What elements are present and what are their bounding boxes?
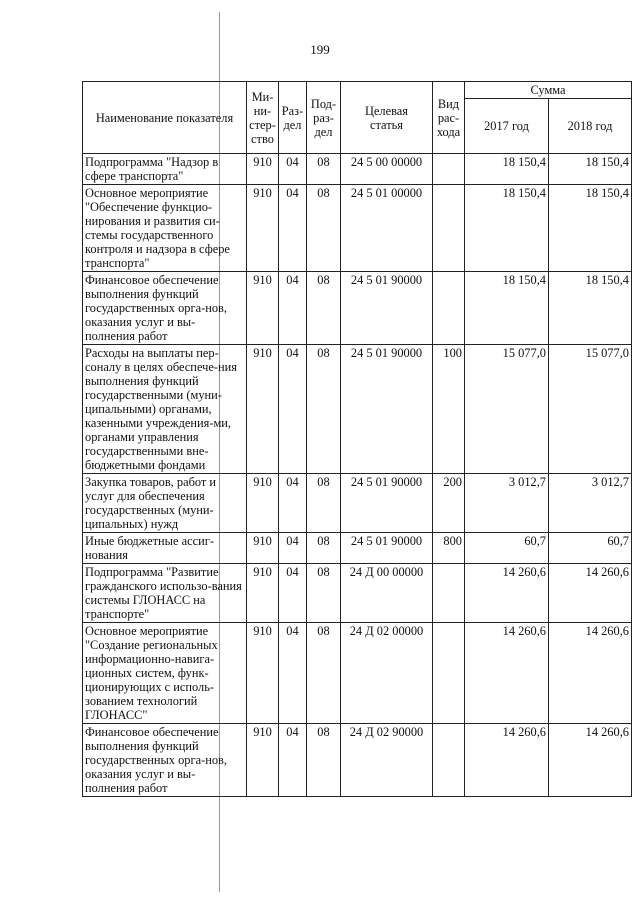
- row-2017: 60,7: [465, 533, 549, 564]
- row-ministry: 910: [247, 345, 279, 474]
- row-section: 04: [279, 154, 307, 185]
- row-2017: 15 077,0: [465, 345, 549, 474]
- row-expense-type: [433, 154, 465, 185]
- row-expense-type: 200: [433, 474, 465, 533]
- header-ministry: Ми- ни- стер- ство: [247, 82, 279, 154]
- row-name: Финансовое обеспечение выполнения функций государственных орга-нов, оказания услуг и вы-полнения работ: [83, 724, 247, 797]
- table-body: [83, 154, 632, 797]
- row-name: Подпрограмма "Надзор в сфере транспорта": [83, 154, 247, 185]
- row-expense-type: 800: [433, 533, 465, 564]
- row-target: 24 Д 02 90000: [341, 724, 433, 797]
- row-section: 04: [279, 345, 307, 474]
- table-row: [83, 185, 632, 272]
- row-ministry: 910: [247, 533, 279, 564]
- row-2017: 14 260,6: [465, 623, 549, 724]
- header-2018: 2018 год: [549, 99, 632, 154]
- row-section: 04: [279, 623, 307, 724]
- row-subsection: 08: [307, 533, 341, 564]
- row-name: Основное мероприятие "Создание региональных информационно-навига-ционных систем, функ-ционирующих с исполь-зованием технологий ГЛОНАСС": [83, 623, 247, 724]
- row-2017: 14 260,6: [465, 724, 549, 797]
- row-section: 04: [279, 564, 307, 623]
- row-2017: 18 150,4: [465, 272, 549, 345]
- row-2018: 14 260,6: [549, 564, 632, 623]
- row-subsection: 08: [307, 154, 341, 185]
- row-subsection: 08: [307, 185, 341, 272]
- row-target: 24 5 00 00000: [341, 154, 433, 185]
- row-expense-type: [433, 623, 465, 724]
- row-name: Иные бюджетные ассиг-нования: [83, 533, 247, 564]
- table-row: [83, 272, 632, 345]
- table-row: [83, 474, 632, 533]
- row-target: 24 5 01 00000: [341, 185, 433, 272]
- header-section: Раз- дел: [279, 82, 307, 154]
- header-target: Целевая статья: [341, 82, 433, 154]
- row-ministry: 910: [247, 272, 279, 345]
- row-2018: 15 077,0: [549, 345, 632, 474]
- row-section: 04: [279, 724, 307, 797]
- row-expense-type: [433, 185, 465, 272]
- row-2018: 3 012,7: [549, 474, 632, 533]
- row-section: 04: [279, 474, 307, 533]
- row-subsection: 08: [307, 474, 341, 533]
- row-expense-type: [433, 724, 465, 797]
- row-section: 04: [279, 533, 307, 564]
- header-name: Наименование показателя: [83, 82, 247, 154]
- budget-table: [82, 81, 632, 797]
- row-name: Закупка товаров, работ и услуг для обеспечения государственных (муни-ципальных) нужд: [83, 474, 247, 533]
- row-name: Финансовое обеспечение выполнения функций государственных орга-нов, оказания услуг и вы-полнения работ: [83, 272, 247, 345]
- row-target: 24 Д 02 00000: [341, 623, 433, 724]
- row-ministry: 910: [247, 724, 279, 797]
- row-target: 24 5 01 90000: [341, 345, 433, 474]
- row-name: Основное мероприятие "Обеспечение функцио-нирования и развития си-стемы государственного контроля и надзора в сфере транспорта": [83, 185, 247, 272]
- header-expense-type: Вид рас- хода: [433, 82, 465, 154]
- row-2017: 3 012,7: [465, 474, 549, 533]
- row-target: 24 Д 00 00000: [341, 564, 433, 623]
- row-ministry: 910: [247, 564, 279, 623]
- row-section: 04: [279, 185, 307, 272]
- row-ministry: 910: [247, 474, 279, 533]
- row-expense-type: 100: [433, 345, 465, 474]
- header-sum: Сумма: [465, 82, 632, 99]
- row-subsection: 08: [307, 345, 341, 474]
- row-expense-type: [433, 272, 465, 345]
- table-row: [83, 724, 632, 797]
- row-2018: 18 150,4: [549, 154, 632, 185]
- row-ministry: 910: [247, 185, 279, 272]
- page-number: 199: [310, 42, 330, 57]
- table-row: [83, 623, 632, 724]
- row-target: 24 5 01 90000: [341, 272, 433, 345]
- row-2018: 18 150,4: [549, 185, 632, 272]
- row-subsection: 08: [307, 272, 341, 345]
- row-2018: 60,7: [549, 533, 632, 564]
- table-row: [83, 533, 632, 564]
- row-subsection: 08: [307, 564, 341, 623]
- header-row-top: [83, 82, 632, 99]
- row-name: Расходы на выплаты пер-соналу в целях обеспече-ния выполнения функций государственными (муни-ципальными) органами, казенными учреждения-ми, органами управления государственными вне-бюджетными фондами: [83, 345, 247, 474]
- header-2017: 2017 год: [465, 99, 549, 154]
- table-row: [83, 154, 632, 185]
- row-target: 24 5 01 90000: [341, 533, 433, 564]
- row-expense-type: [433, 564, 465, 623]
- row-ministry: 910: [247, 154, 279, 185]
- row-target: 24 5 01 90000: [341, 474, 433, 533]
- row-ministry: 910: [247, 623, 279, 724]
- row-2017: 14 260,6: [465, 564, 549, 623]
- row-subsection: 08: [307, 623, 341, 724]
- row-2018: 14 260,6: [549, 623, 632, 724]
- row-subsection: 08: [307, 724, 341, 797]
- table-row: [83, 564, 632, 623]
- row-2018: 18 150,4: [549, 272, 632, 345]
- header-subsection: Под- раз- дел: [307, 82, 341, 154]
- row-section: 04: [279, 272, 307, 345]
- table-row: [83, 345, 632, 474]
- row-2018: 14 260,6: [549, 724, 632, 797]
- row-name: Подпрограмма "Развитие гражданского использо-вания системы ГЛОНАСС на транспорте": [83, 564, 247, 623]
- row-2017: 18 150,4: [465, 185, 549, 272]
- row-2017: 18 150,4: [465, 154, 549, 185]
